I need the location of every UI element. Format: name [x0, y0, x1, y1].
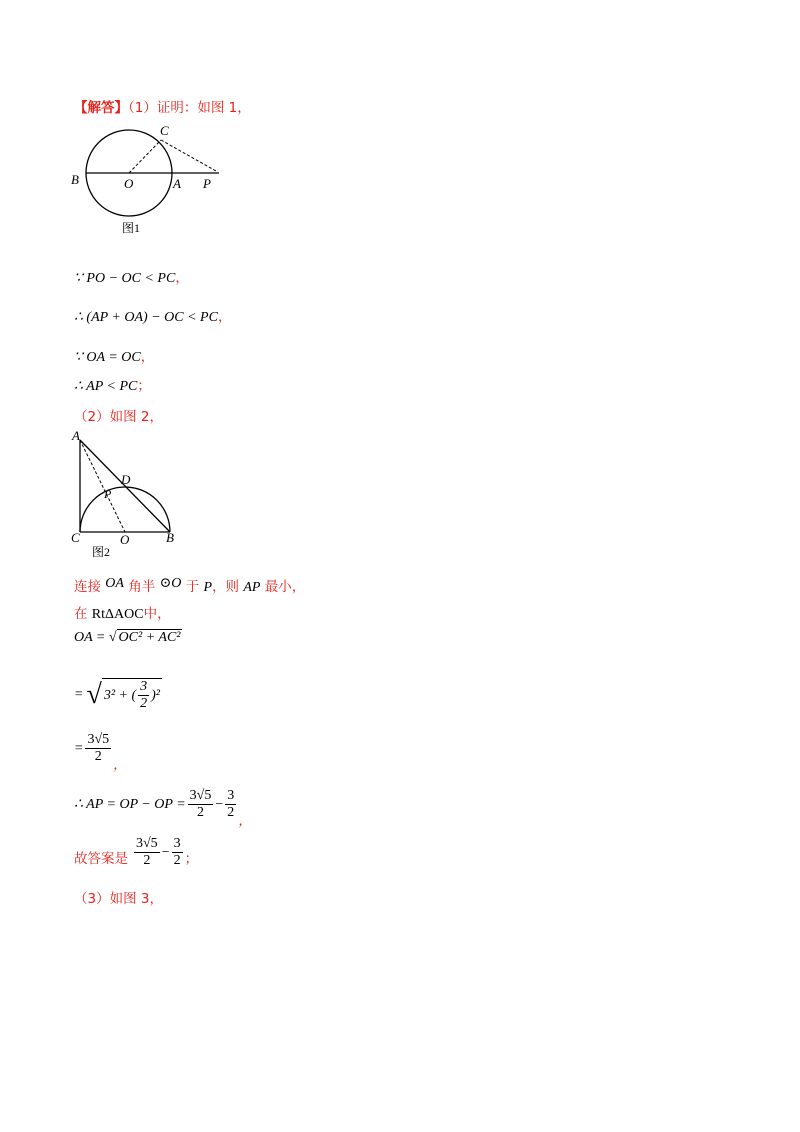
fig2-label-d: D	[121, 472, 131, 487]
fig2-label-c: C	[71, 530, 80, 545]
ans-minus: −	[161, 844, 170, 860]
eq3-punct: ，	[113, 756, 127, 773]
connect-circle: ⊙O	[159, 576, 182, 591]
in-triangle: RtΔAOC	[91, 607, 144, 622]
equation-4	[74, 788, 252, 829]
eq4-punct: ，	[238, 812, 252, 829]
proof-line-3	[74, 345, 154, 366]
eq2-pre: =	[74, 687, 84, 702]
proof-line-4-math: ∴ AP < PC	[74, 379, 138, 394]
answer-heading	[74, 96, 251, 116]
in-triangle-line	[74, 602, 171, 623]
eq4-num1: 3√5	[189, 788, 212, 803]
connect-oa: OA	[105, 576, 124, 591]
connect-pre: 连接	[74, 579, 101, 595]
fig1-segment-cp	[161, 140, 216, 171]
in-pre: 在	[74, 606, 88, 622]
equation-2: = √ 3² + ( $\frac{3}{2}$ )²	[74, 679, 160, 711]
equation-3	[74, 732, 127, 773]
fig2-semicircle	[80, 487, 170, 532]
in-post: 中，	[143, 606, 171, 622]
proof-line-1-punct: ，	[175, 270, 189, 286]
proof-line-4	[74, 374, 151, 395]
proof-line-1-math: ∵ PO − OC < PC	[74, 271, 176, 286]
answer-bracket-label: 【解答】	[74, 100, 128, 116]
part2-title: （2）如图 2，	[74, 409, 163, 425]
connect-mid: 角半	[128, 579, 156, 595]
part3-title: （3）如图 3，	[74, 891, 163, 907]
eq2-rad-a: 3² + (	[103, 687, 137, 703]
proof-line-4-punct: ；	[137, 378, 151, 394]
connect-ap: AP	[243, 580, 261, 595]
fig1-caption: 图1	[122, 221, 141, 235]
fig2-label-b: B	[166, 530, 174, 545]
proof-line-3-math: ∵ OA = OC	[74, 350, 141, 365]
fig1-segment-oc	[129, 140, 161, 173]
figure-1	[66, 118, 226, 240]
ans-den2: 2	[173, 853, 181, 868]
answer-line	[74, 836, 198, 869]
eq3-den: 2	[94, 749, 102, 764]
fig1-label-p: P	[203, 176, 211, 191]
connect-yu: 于	[185, 579, 200, 595]
fig2-label-a: A	[72, 428, 80, 443]
ans-den1: 2	[143, 853, 151, 868]
connect-ze: ，则	[212, 579, 240, 595]
ans-num2: 3	[173, 836, 181, 851]
proof-line-1	[74, 266, 189, 287]
eq3-num: 3√5	[87, 732, 110, 747]
ans-num1: 3√5	[136, 836, 158, 851]
eq4-lhs: ∴ AP = OP − OP =	[74, 797, 186, 812]
eq2-den: 2	[140, 696, 148, 711]
eq1-radicand: OC² + AC²	[118, 630, 181, 645]
connect-p: P	[203, 580, 213, 595]
ans-punct: ；	[184, 851, 199, 867]
eq4-num2: 3	[227, 788, 235, 803]
eq4-den1: 2	[197, 805, 205, 820]
fig1-label-b: B	[71, 172, 79, 187]
fig2-label-p: P	[104, 487, 112, 501]
fig1-label-o: O	[124, 176, 134, 191]
eq2-num: 3	[140, 679, 148, 694]
eq2-rad-b: )²	[151, 687, 160, 703]
fig1-label-c: C	[160, 123, 169, 138]
eq4-minus: −	[215, 796, 224, 812]
proof-line-2	[74, 305, 231, 326]
proof-line-3-punct: ，	[140, 349, 155, 365]
proof-line-2-punct: ，	[217, 309, 232, 325]
part1-title: （1）证明：如图 1，	[128, 100, 251, 116]
eq3-pre: =	[74, 740, 84, 756]
fig2-label-o: O	[120, 532, 130, 547]
answer-pre: 故答案是	[74, 851, 128, 867]
connect-end: 最小，	[264, 579, 306, 595]
eq1-lhs: OA =	[74, 630, 106, 645]
proof-line-2-math: ∴ (AP + OA) − OC < PC	[74, 310, 218, 325]
fig2-caption: 图2	[92, 545, 111, 559]
equation-1: OA = √ OC² + AC²	[74, 630, 181, 645]
connect-line	[74, 575, 305, 596]
eq4-den2: 2	[227, 805, 235, 820]
figure-2	[68, 428, 188, 560]
fig2-segment-ao	[80, 440, 125, 532]
fig1-label-a: A	[173, 176, 181, 191]
